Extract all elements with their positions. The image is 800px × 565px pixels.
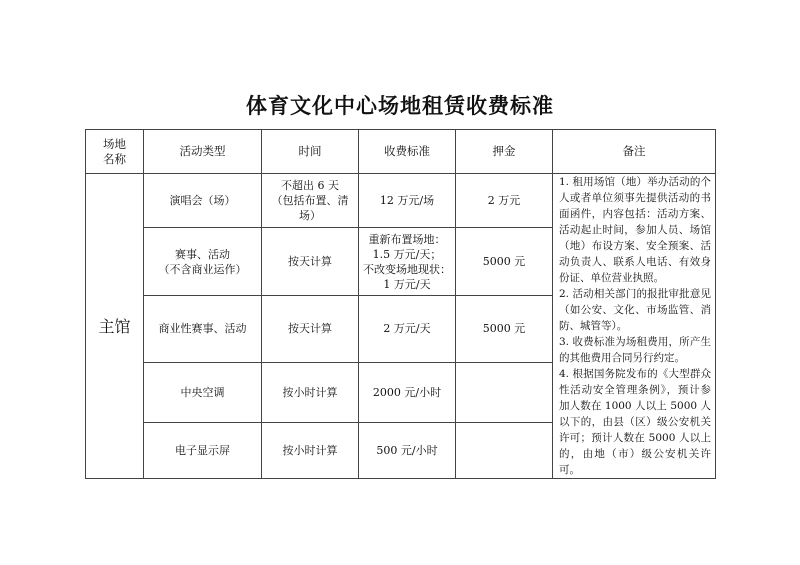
table-row bbox=[86, 174, 716, 228]
fee-cell bbox=[359, 296, 456, 362]
fee-cell bbox=[359, 422, 456, 478]
cell-line: 12 万元/场 bbox=[379, 194, 435, 208]
cell-line: 按小时计算 bbox=[282, 443, 338, 457]
cell-line: 1.5 万元/天； bbox=[372, 247, 442, 261]
header-row bbox=[86, 130, 716, 174]
cell-line: 500 元/小时 bbox=[376, 443, 438, 457]
type-cell bbox=[144, 362, 262, 422]
note-item: 2. 活动相关部门的报批审批意见（如公安、文化、市场监管、消防、城管等）。 bbox=[559, 288, 711, 332]
cell-line: 1 万元/天 bbox=[383, 277, 431, 291]
cell-line: （包括布置、清 bbox=[271, 194, 349, 208]
cell-line: 2 万元/天 bbox=[383, 322, 431, 336]
header-deposit: 押金 bbox=[456, 130, 553, 174]
cell-line: 中央空调 bbox=[180, 385, 225, 399]
type-cell bbox=[144, 228, 262, 296]
type-cell bbox=[144, 422, 262, 478]
note-item: 4. 根据国务院发布的《大型群众性活动安全管理条例》，预计参加人数在 1000 人以上 5000 人以下的，由县（区）级公安机关许可；预计人数在 5000 人以上的，由地（市）级公安机关许可。 bbox=[559, 368, 711, 476]
time-cell bbox=[262, 174, 359, 228]
header-time: 时间 bbox=[262, 130, 359, 174]
deposit-cell: 5000 元 bbox=[456, 296, 553, 362]
cell-line: 按小时计算 bbox=[282, 385, 338, 399]
deposit-cell: 2 万元 bbox=[456, 174, 553, 228]
venue-name-cell: 主馆 bbox=[86, 174, 144, 479]
time-cell bbox=[262, 362, 359, 422]
header-venue-line: 场地 bbox=[103, 136, 126, 151]
header-venue bbox=[86, 130, 144, 174]
cell-line: 重新布置场地： bbox=[368, 232, 446, 246]
cell-line: 场） bbox=[299, 209, 321, 223]
note-item: 1. 租用场馆（地）举办活动的个人或者单位须事先提供活动的书面函件，内容包括：活动方案、活动起止时间，参加人员、场馆（地）布设方案、安全预案、活动负责人、联系人电话、有效身份证、单位营业执照。 bbox=[559, 176, 711, 284]
deposit-cell bbox=[456, 422, 553, 478]
page-title: 体育文化中心场地租赁收费标准 bbox=[246, 94, 554, 118]
fee-cell bbox=[359, 174, 456, 228]
fee-table bbox=[85, 129, 716, 479]
cell-line: 赛事、活动 bbox=[175, 247, 230, 261]
cell-line: 电子显示屏 bbox=[175, 443, 230, 457]
cell-line: 不改变场地现状： bbox=[363, 262, 451, 276]
header-fee: 收费标准 bbox=[359, 130, 456, 174]
time-cell bbox=[262, 296, 359, 362]
fee-cell bbox=[359, 362, 456, 422]
fee-cell bbox=[359, 228, 456, 296]
time-cell bbox=[262, 228, 359, 296]
cell-line: （不含商业运作） bbox=[158, 262, 247, 276]
cell-line: 2000 元/小时 bbox=[372, 385, 442, 399]
header-type: 活动类型 bbox=[144, 130, 262, 174]
header-notes: 备注 bbox=[553, 130, 716, 174]
notes-cell bbox=[553, 174, 716, 479]
type-cell bbox=[144, 174, 262, 228]
deposit-cell: 5000 元 bbox=[456, 228, 553, 296]
time-cell bbox=[262, 422, 359, 478]
cell-line: 商业性赛事、活动 bbox=[158, 322, 247, 336]
header-venue-line: 名称 bbox=[103, 151, 126, 166]
deposit-cell bbox=[456, 362, 553, 422]
note-item: 3. 收费标准为场租费用，所产生的其他费用合同另行约定。 bbox=[559, 336, 711, 364]
type-cell bbox=[144, 296, 262, 362]
cell-line: 按天计算 bbox=[288, 255, 332, 269]
cell-line: 不超出 6 天 bbox=[281, 179, 339, 193]
cell-line: 按天计算 bbox=[288, 322, 332, 336]
cell-line: 演唱会（场） bbox=[169, 194, 236, 208]
